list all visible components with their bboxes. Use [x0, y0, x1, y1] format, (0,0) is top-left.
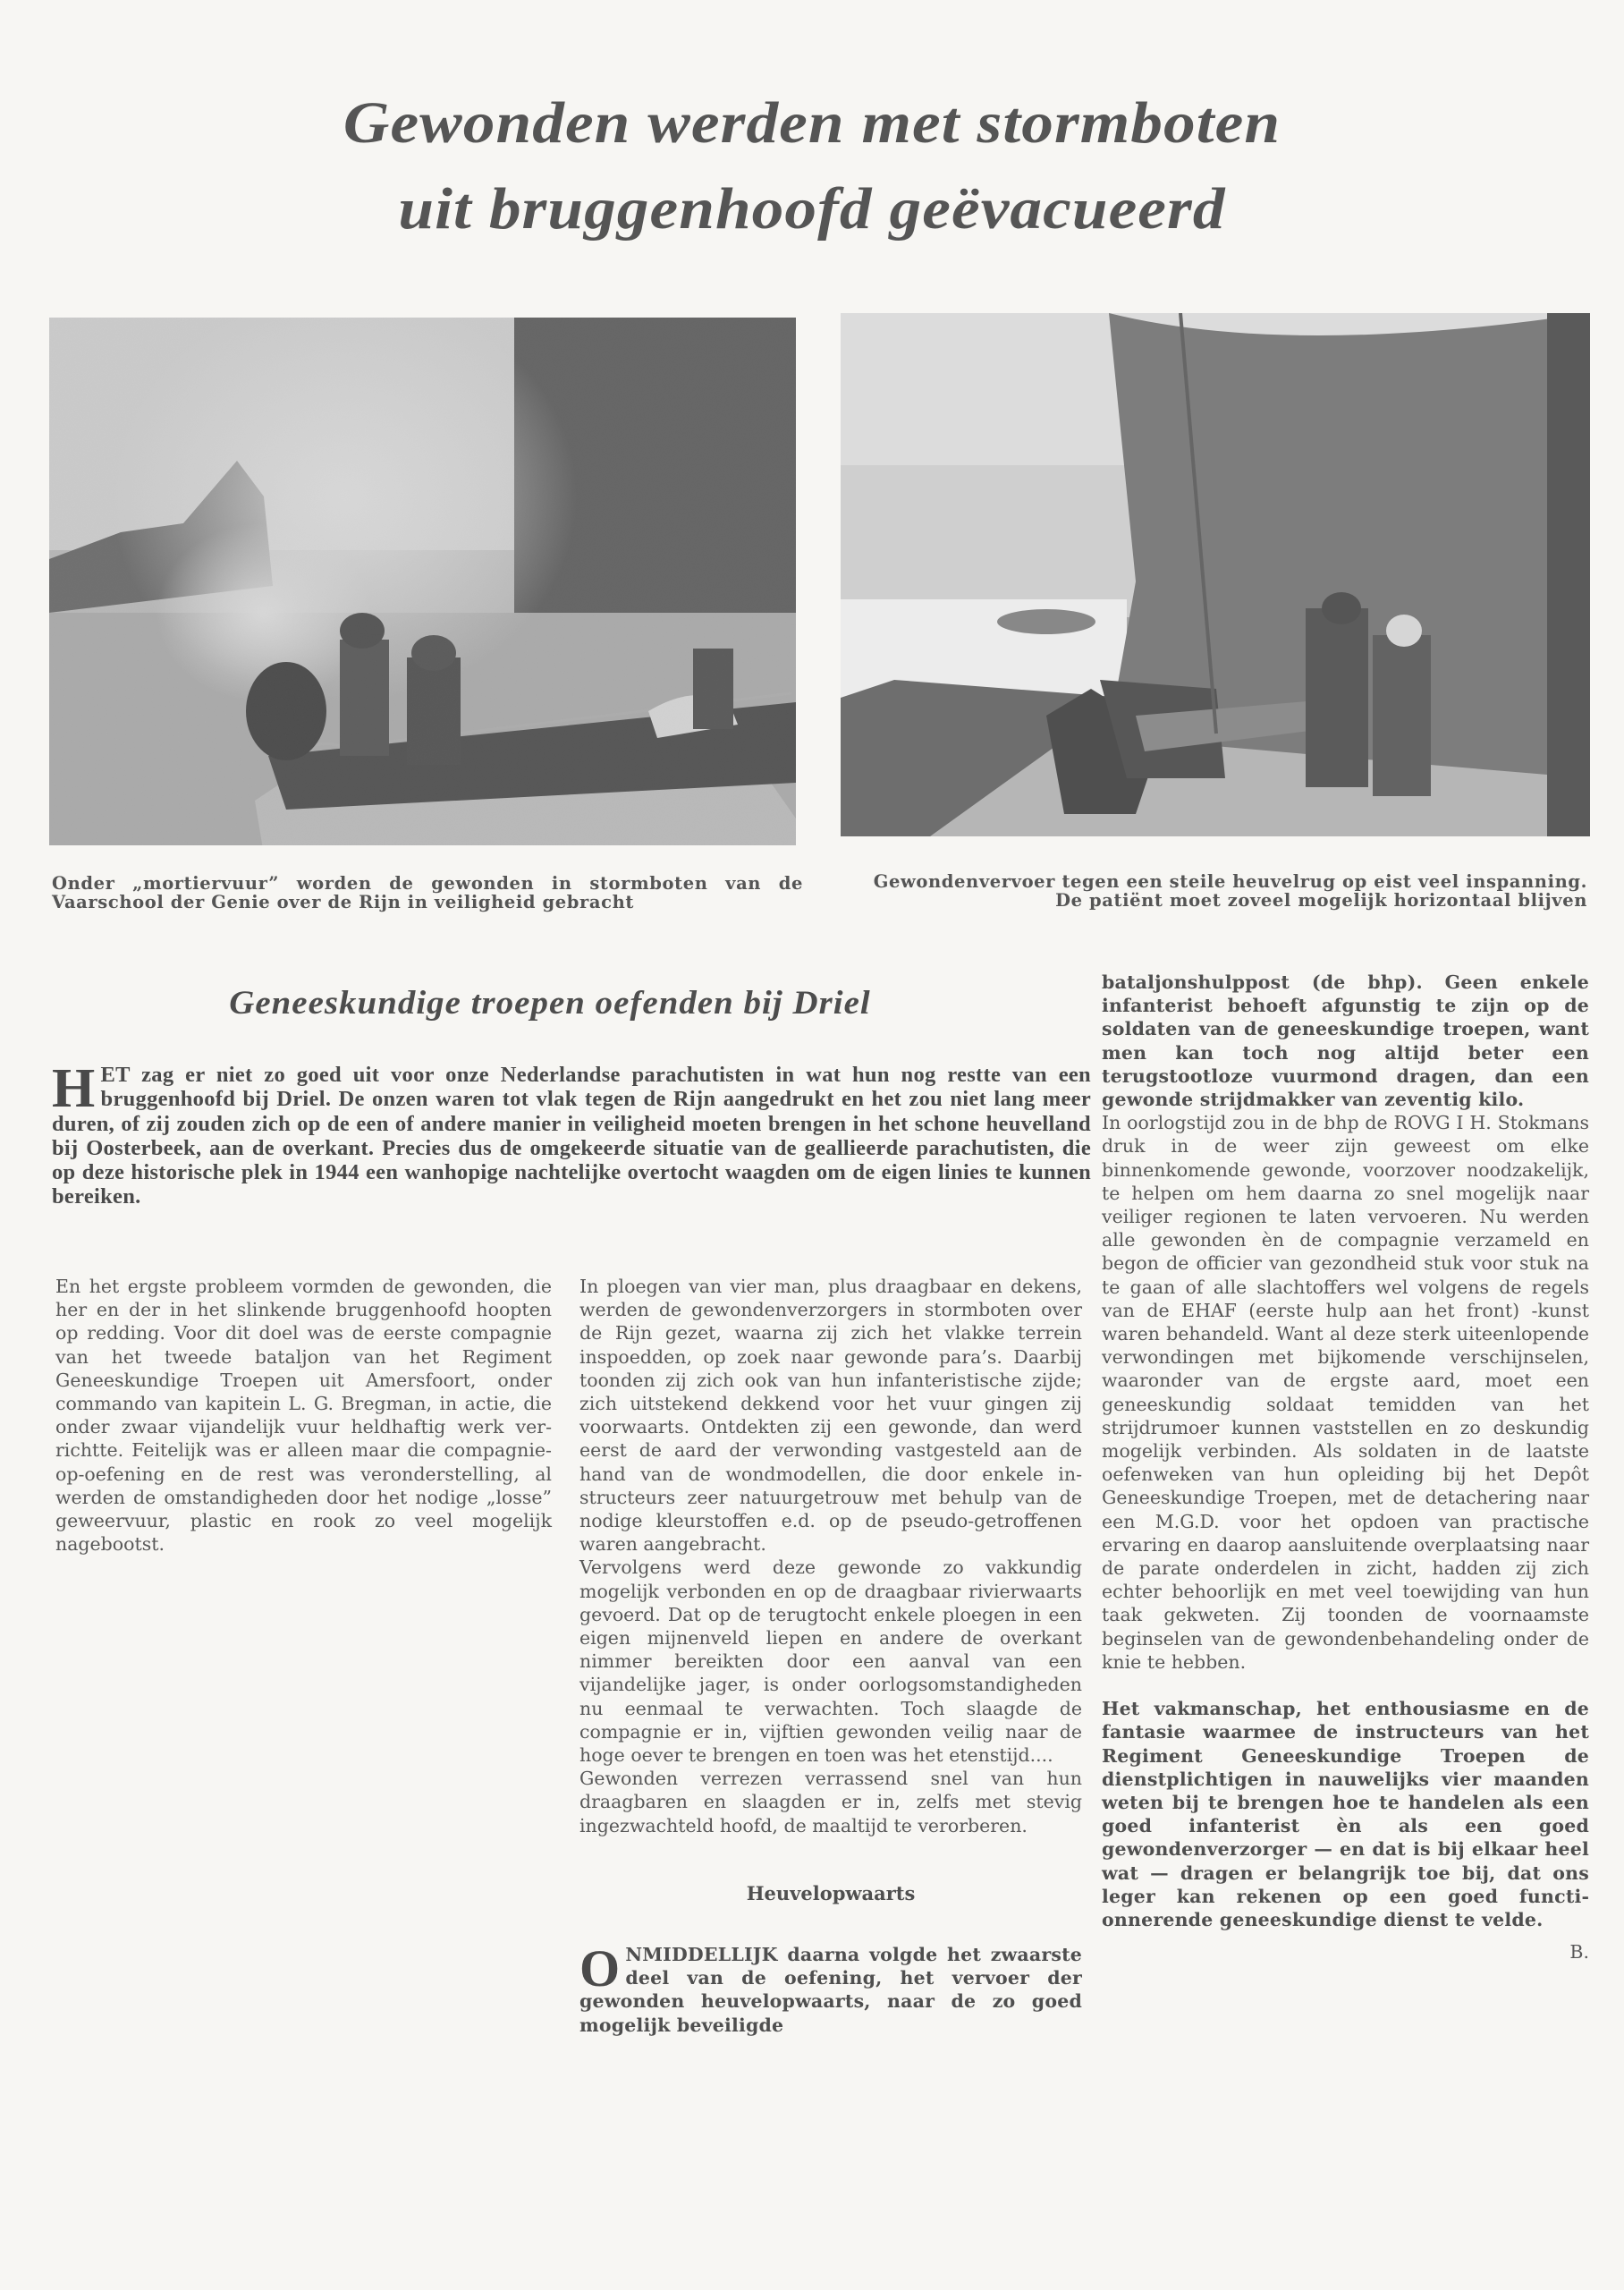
paragraph-text: daarna volgde het zwaarste deel van de oefening, het vervoer der gewonden heuvelopwaarts, naar de zo goed mogelijk beveiligde: [579, 1944, 1082, 2036]
article-column-1: [55, 1275, 552, 1556]
paragraph: Gewonden verrezen verrassend snel van hun draagbaren en slaagden er in, zelfs met stevig ingezwachteld hoofd, de maaltijd te verorberen.: [579, 1768, 1082, 1836]
headline-line-2: uit bruggenhoofd geëvacueerd: [398, 176, 1226, 242]
article-lead: [52, 1058, 1091, 1209]
paragraph: In oorlogstijd zou in de bhp de ROVG I H. Stokmans druk in de weer zijn geweest om elke binnenkomende gewonde, voorzover noodzakelijk, te helpen om hem daarna zo snel mogelijk naar veiliger regionen te laten vervoeren. Nu werden alle gewonden èn de compagnie verzameld en begon de officier van gezondheid stuk voor stuk na te gaan of alle slachtoffers wel volgens de regels van de EHAF (eerste hulp aan het front) -kunst waren behandeld. Want al deze sterk uiteenlopende verwondingen met bijkomende verschijnselen, waaronder van de ergste aard, moet een geneeskundig soldaat temidden van het strijdrumoer kunnen vaststellen en zo deskundig mogelijk verbinden. Als soldaten in de laatste oefenweken van hun opleiding bij het Depôt Geneeskundige Troepen, met de detachering naar een M.G.D. voor het opdoen van practische ervaring en daarop aansluitende overplaatsing naar de parate onderdelen in zicht, hadden zij zich echter behoorlijk en met veel toewijding van hun taak gekweten. Zij toonden de voornaamste beginselen van de gewondenbehandeling onder de knie te hebben.: [1102, 1112, 1589, 1673]
paragraph: Vervolgens werd deze gewonde zo vakkundig mogelijk verbonden en op de draagbaar rivierwaarts gevoerd. Dat op de terugtocht enkele ploegen in een eigen mijnenveld liepen en andere de overkant nimmer bereikten door een aanval van een vijandelijke jager, is onder oorlogsomstandigheden nu eenmaal te verwachten. Toch slaagde de compagnie er in, vijftien gewonden veilig naar de hoge oever te brengen en toen was het etenstijd....: [579, 1556, 1082, 1767]
article-column-3: [1102, 971, 1589, 1963]
caption-stretcher-hill-line-1: Gewondenvervoer tegen een steile heuvelrug op eist veel inspanning.: [873, 871, 1587, 892]
paragraph: En het ergste probleem vormden de gewonden, die her en der in het slinkende bruggenhoofd hoopten op redding. Voor dit doel was de eerste compagnie van het tweede bataljon van het Regiment Geneeskundige Troepen uit Amersfoort, onder commando van kapitein L. G. Bregman, in actie, die onder zwaar vijandelijk vuur heldhaftig werk verrichtte. Feitelijk was er alleen maar die compagnie-op-oefening en de rest was veronderstelling, al werden de omstandigheden door het nodige „losse” geweervuur, plastic en rook zo veel mogelijk nagebootst.: [55, 1276, 552, 1556]
paragraph: In ploegen van vier man, plus draagbaar en dekens, werden de gewondenverzorgers in stormboten over de Rijn gezet, waarna zij zich het vlakke terrein inspoedden, op zoek naar gewonde para’s. Daarbij toonden zij zich ook van hun infanteristische zijde; zich uitstekend dekkend voor het vuur gingen zij voorwaarts. Ontdekten zij een gewonde, dan werd eerst de aard der verwonding vastgesteld aan de hand van de wondmodellen, die door enkele instructeurs zeer natuurgetrouw met behulp van de nodige kleurstoffen e.d. op de pseudo-getroffenen waren aangebracht.: [579, 1276, 1082, 1556]
lead-dropcap: H: [52, 1058, 96, 1119]
section-heading-heuvelopwaarts: Heuvelopwaarts: [746, 1881, 916, 1904]
caption-stretcher-hill-line-2: De patiënt moet zoveel mogelijk horizontaal blijven: [1055, 890, 1587, 911]
photo-stretcher-hill-image: [841, 313, 1590, 836]
photo-stormboat-image: [49, 318, 796, 845]
author-signature: B.: [1569, 1941, 1589, 1963]
lead-text: ET zag er niet zo goed uit voor onze Nederlandse parachutisten in wat hun nog restte van een bruggenhoofd bij Driel. De onzen waren tot vlak tegen de Rijn aangedrukt en het zou niet lang meer duren, of zij zouden zich op de een of andere manier in veiligheid moeten brengen in het schone heuvelland bij Oosterbeek, aan de overkant. Precies dus de omgekeerde situatie van de geallieerde parachutisten, die op deze historische plek in 1944 een wanhopige nachtelijke overtocht waagden om de eigen linies te kunnen bereiken.: [52, 1063, 1091, 1209]
paragraph-conclusion: Het vakmanschap, het enthousiasme en de fantasie waarmee de instructeurs van het Regiment Geneeskundige Troepen de dienstplichtigen in nauwelijks vier maanden weten bij te brengen hoe te handelen als een goed infanterist èn als een goed gewondenverzorger — en dat is bij elkaar heel wat — dragen er belangrijk toe bij, dat ons leger kan rekenen op een goed functionnerende geneeskundige dienst te velde.: [1102, 1698, 1589, 1930]
paragraph-caps-lead: NMIDDELLIJK: [625, 1944, 778, 1966]
headline-line-1: Gewonden werden met stormboten: [343, 90, 1281, 156]
paragraph-gap: [1102, 1674, 1589, 1697]
article-subhead: Geneeskundige troepen oefenden bij Driel: [229, 985, 871, 1022]
paragraph-heuvelopwaarts: [579, 1939, 1082, 2037]
article-column-2: [579, 1275, 1082, 2037]
photo-stormboat: [49, 318, 796, 845]
photo-stretcher-hill: [841, 313, 1590, 836]
paragraph: bataljonshulppost (de bhp). Geen enkele infanterist behoeft afgunstig te zijn op de soldaten van de geneeskundige troepen, want men kan toch nog altijd beter een terugstootloze vuurmond dragen, dan een gewonde strijdmakker van zeventig kilo.: [1102, 971, 1589, 1111]
section-dropcap: O: [579, 1939, 621, 1998]
caption-stormboat: Onder „mortiervuur” worden de gewonden in stormboten van de Vaarschool der Genie over de Rijn in veiligheid gebracht: [52, 873, 803, 912]
headline: [0, 81, 1624, 252]
caption-stretcher-hill: [841, 872, 1587, 910]
